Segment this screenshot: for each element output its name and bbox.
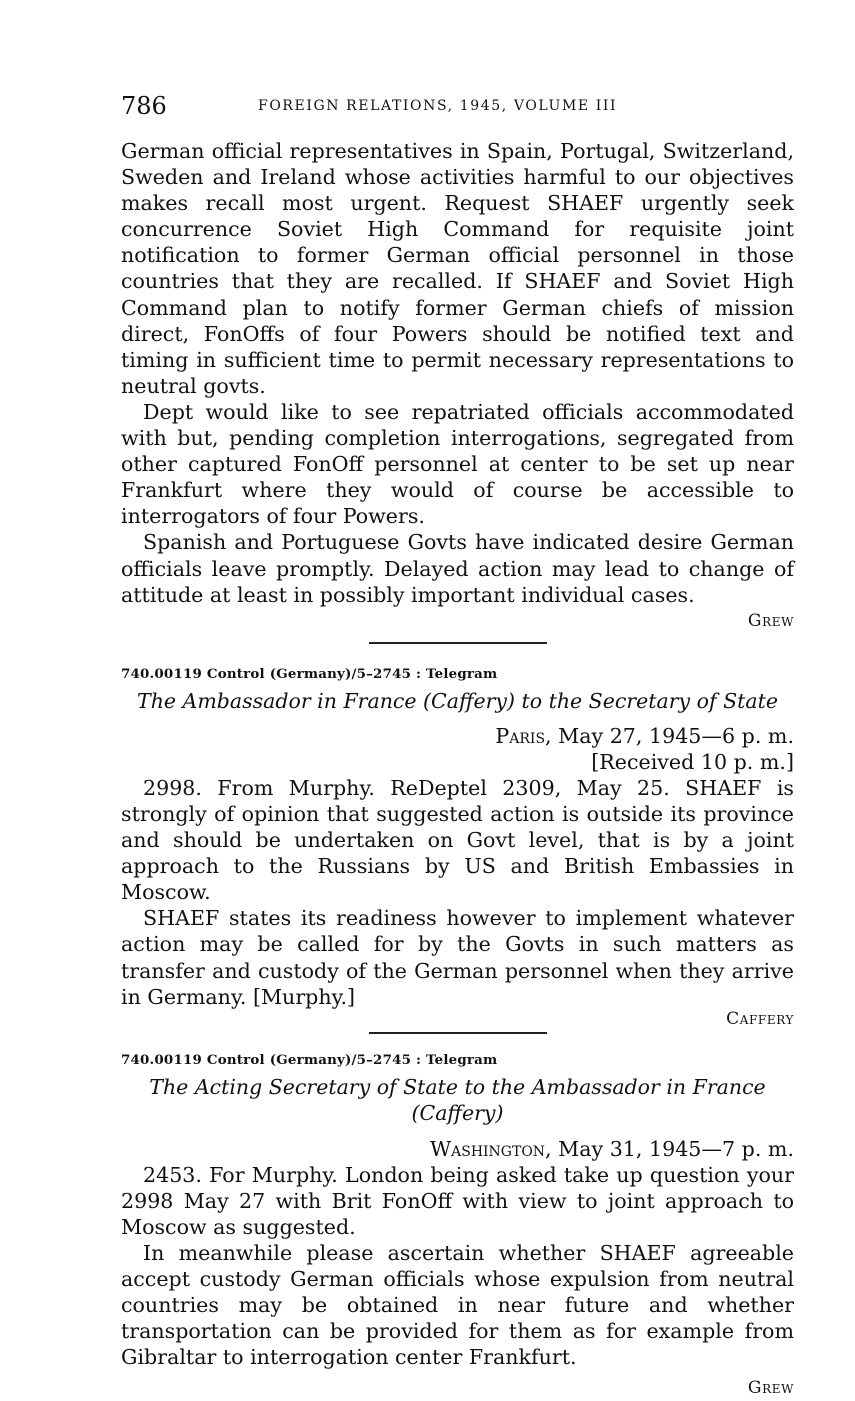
doc3-dateline [121,1136,794,1162]
doc3-paragraph-2: In meanwhile please ascertain whether SHAEF agreeable accept custody German officials whose expulsion from neutral countries may be obtained in near future and whether transportation can be provided for them as for example from Gibraltar to interrogation center Frankfurt. [121,1241,794,1370]
doc3-dateline-place: Washington, [429,1136,552,1161]
doc1-body [121,138,794,634]
running-head: FOREIGN RELATIONS, 1945, VOLUME III [258,98,618,114]
doc3 [121,1052,794,1401]
doc3-file-reference: 740.00119 Control (Germany)/5–2745 : Telegram [121,1051,498,1068]
document-page [121,92,794,1401]
doc2-received: [Received 10 p. m.] [591,749,794,774]
doc2-paragraph-1: 2998. From Murphy. ReDeptel 2309, May 25. SHAEF is strongly of opinion that suggested action is outside its province and should be undertaken on Govt level, that is by a joint approach to the Russians by US and British Embassies in Moscow. [121,775,794,905]
doc2-paragraph-2: SHAEF states its readiness however to implement whatever action may be called for by the Govts in such matters as transfer and custody of the German personnel when they arrive in Germany. [Murphy.] [121,906,794,1009]
doc2-dateline-date: May 27, 1945—6 p. m. [551,723,794,748]
doc2-file-reference: 740.00119 Control (Germany)/5–2745 : Telegram [121,665,498,682]
doc1-signature: Grew [747,610,794,631]
section-divider [369,1032,547,1034]
doc2 [121,666,794,1032]
doc2-signature: Caffery [726,1008,794,1029]
doc1-paragraph-2: Dept would like to see repatriated officials accommodated with but, pending completion interrogations, segregated from other captured FonOff personnel at center to be set up near Frankfurt where they would of course be accessible to interrogators of four Powers. [121,399,794,529]
doc3-paragraph-1: 2453. For Murphy. London being asked take up question your 2998 May 27 with Brit FonOff with view to joint approach to Moscow as suggested. [121,1162,794,1239]
section-divider [369,642,547,644]
doc1-paragraph-3: Spanish and Portuguese Govts have indicated desire German officials leave promptly. Delayed action may lead to change of attitude at least in possibly important individual cases. [121,530,794,607]
page-number: 786 [121,92,167,120]
doc3-signature: Grew [747,1377,794,1398]
doc2-title: The Ambassador in France (Caffery) to the Secretary of State [137,688,778,713]
doc3-title: The Acting Secretary of State to the Ambassador in France (Caffery) [149,1074,766,1125]
page-header [121,92,794,124]
doc2-dateline-place: Paris, [495,723,552,748]
doc3-dateline-date: May 31, 1945—7 p. m. [551,1136,794,1161]
doc2-dateline [121,723,794,749]
doc1-paragraph-1: German official representatives in Spain, Portugal, Switzerland, Sweden and Ireland whose activities harmful to our objectives makes recall most urgent. Request SHAEF urgently seek concurrence Soviet High Command for requisite joint notification to former German official personnel in those countries that they are recalled. If SHAEF and Soviet High Command plan to notify former German chiefs of mission direct, FonOffs of four Powers should be notified text and timing in sufficient time to permit necessary representations to neutral govts. [121,139,794,398]
